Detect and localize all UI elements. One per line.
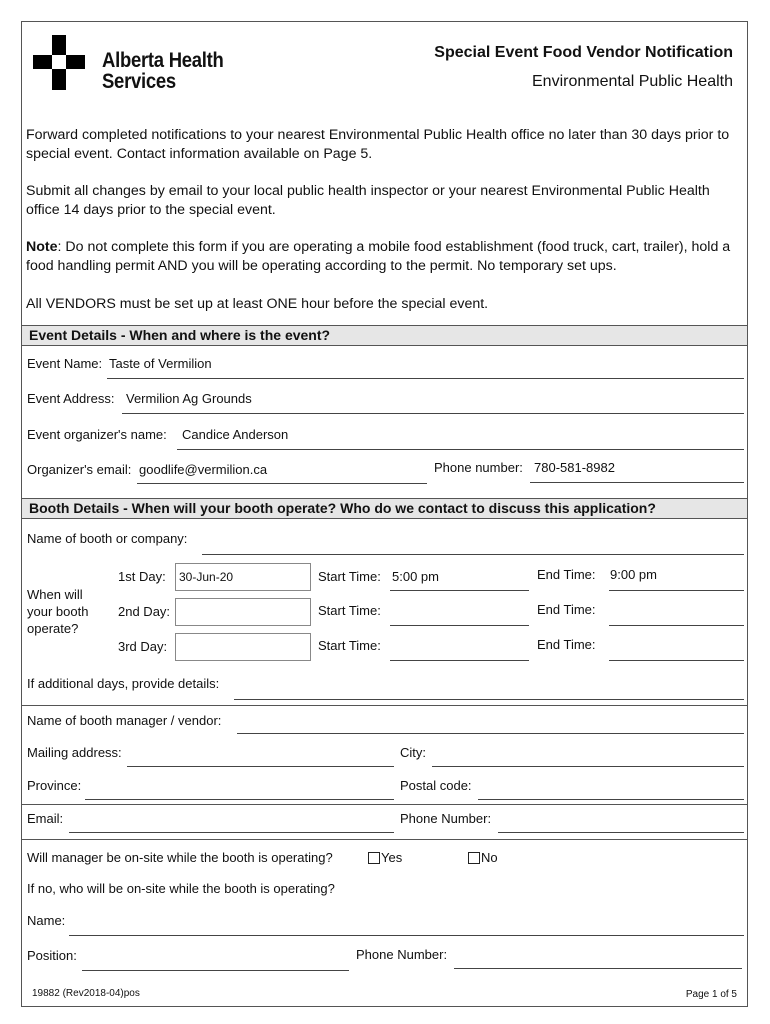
form-title: Special Event Food Vendor Notification <box>434 44 733 61</box>
form-code: 19882 (Rev2018-04)pos <box>32 988 140 999</box>
city-label: City: <box>400 745 426 760</box>
day3-start-line[interactable] <box>390 660 529 661</box>
onsite-name-line[interactable] <box>69 935 744 936</box>
intro-paragraph-4: All VENDORS must be set up at least ONE hour before the special event. <box>26 296 489 312</box>
postal-code-label: Postal code: <box>400 778 472 793</box>
vendor-email-line[interactable] <box>69 832 394 833</box>
page-number: Page 1 of 5 <box>685 989 737 1000</box>
day2-start-label: Start Time: <box>318 603 381 618</box>
event-address-value[interactable]: Vermilion Ag Grounds <box>126 391 252 406</box>
day1-start-label: Start Time: <box>318 569 381 584</box>
province-label: Province: <box>27 778 82 793</box>
vendor-phone-label: Phone Number: <box>400 811 492 826</box>
organizer-phone-value[interactable]: 780-581-8982 <box>534 460 615 475</box>
day2-label: 2nd Day: <box>118 604 171 619</box>
day3-label: 3rd Day: <box>118 639 168 654</box>
event-name-label: Event Name: <box>27 356 103 371</box>
onsite-question: Will manager be on-site while the booth is operating? <box>27 850 333 865</box>
day3-date-field[interactable] <box>175 633 311 661</box>
onsite-name-label: Name: <box>27 913 66 928</box>
event-details-heading: Event Details - When and where is the event? <box>22 325 747 346</box>
if-no-label: If no, who will be on-site while the booth is operating? <box>27 881 335 896</box>
org-name: Alberta Health Services <box>102 49 224 93</box>
day1-end-value[interactable]: 9:00 pm <box>610 567 657 582</box>
vendor-email-label: Email: <box>27 811 64 826</box>
booth-details-heading: Booth Details - When will your booth operate? Who do we contact to discuss this application? <box>22 498 747 519</box>
day1-label: 1st Day: <box>118 569 166 584</box>
day1-date-field[interactable]: 30-Jun-20 <box>175 563 311 591</box>
onsite-phone-line[interactable] <box>454 968 742 969</box>
organizer-phone-line <box>530 482 744 483</box>
yes-label: Yes <box>381 850 403 865</box>
organizer-phone-label: Phone number: <box>434 460 523 475</box>
organizer-name-label: Event organizer's name: <box>27 427 167 442</box>
organizer-email-value[interactable]: goodlife@vermilion.ca <box>139 462 268 477</box>
no-label: No <box>481 850 498 865</box>
intro-paragraph-2: Submit all changes by email to your local public health inspector or your nearest Environmental Public Health office 14 days prior to the special event. <box>26 183 710 218</box>
day2-date-field[interactable] <box>175 598 311 626</box>
yes-checkbox[interactable] <box>368 852 380 864</box>
mailing-address-label: Mailing address: <box>27 745 122 760</box>
no-checkbox[interactable] <box>468 852 480 864</box>
additional-days-label: If additional days, provide details: <box>27 676 220 691</box>
day2-end-label: End Time: <box>537 602 596 617</box>
event-address-label: Event Address: <box>27 391 115 406</box>
booth-company-label: Name of booth or company: <box>27 531 188 546</box>
day2-end-line[interactable] <box>609 625 744 626</box>
day1-start-value[interactable]: 5:00 pm <box>392 569 439 584</box>
when-operate-label: When will your booth operate? <box>27 587 89 636</box>
intro-note: Note: Do not complete this form if you are operating a mobile food establishment (food truck, cart, trailer), hold a food handling permit AND you will be operating according to the permit. No temporary set ups. <box>26 239 731 274</box>
day3-start-label: Start Time: <box>318 638 381 653</box>
organizer-email-line <box>137 483 427 484</box>
organizer-email-label: Organizer's email: <box>27 462 132 477</box>
form-page <box>21 21 748 1007</box>
organizer-name-value[interactable]: Candice Anderson <box>182 427 289 442</box>
divider <box>22 705 747 706</box>
event-name-value[interactable]: Taste of Vermilion <box>109 356 212 371</box>
onsite-phone-label: Phone Number: <box>356 947 448 962</box>
day3-end-line[interactable] <box>609 660 744 661</box>
day2-start-line[interactable] <box>390 625 529 626</box>
additional-days-line[interactable] <box>234 699 744 700</box>
manager-name-label: Name of booth manager / vendor: <box>27 713 222 728</box>
booth-company-line[interactable] <box>202 554 744 555</box>
day3-end-label: End Time: <box>537 637 596 652</box>
divider <box>22 804 747 805</box>
day1-end-line <box>609 590 744 591</box>
day1-end-label: End Time: <box>537 567 596 582</box>
vendor-phone-line[interactable] <box>498 832 744 833</box>
day1-start-line <box>390 590 529 591</box>
intro-paragraph-1: Forward completed notifications to your nearest Environmental Public Health office no later than 30 days prior to special event. Contact information available on Page 5. <box>26 127 730 162</box>
organizer-name-line <box>177 449 744 450</box>
event-address-line <box>122 413 744 414</box>
mailing-address-line[interactable] <box>127 766 394 767</box>
onsite-position-label: Position: <box>27 948 77 963</box>
event-name-line <box>107 378 744 379</box>
manager-name-line[interactable] <box>237 733 744 734</box>
ahs-logo-icon <box>33 35 85 90</box>
province-line[interactable] <box>85 799 394 800</box>
postal-code-line[interactable] <box>478 799 744 800</box>
form-subtitle: Environmental Public Health <box>532 73 733 90</box>
onsite-position-line[interactable] <box>82 970 349 971</box>
city-line[interactable] <box>432 766 744 767</box>
divider <box>22 839 747 840</box>
